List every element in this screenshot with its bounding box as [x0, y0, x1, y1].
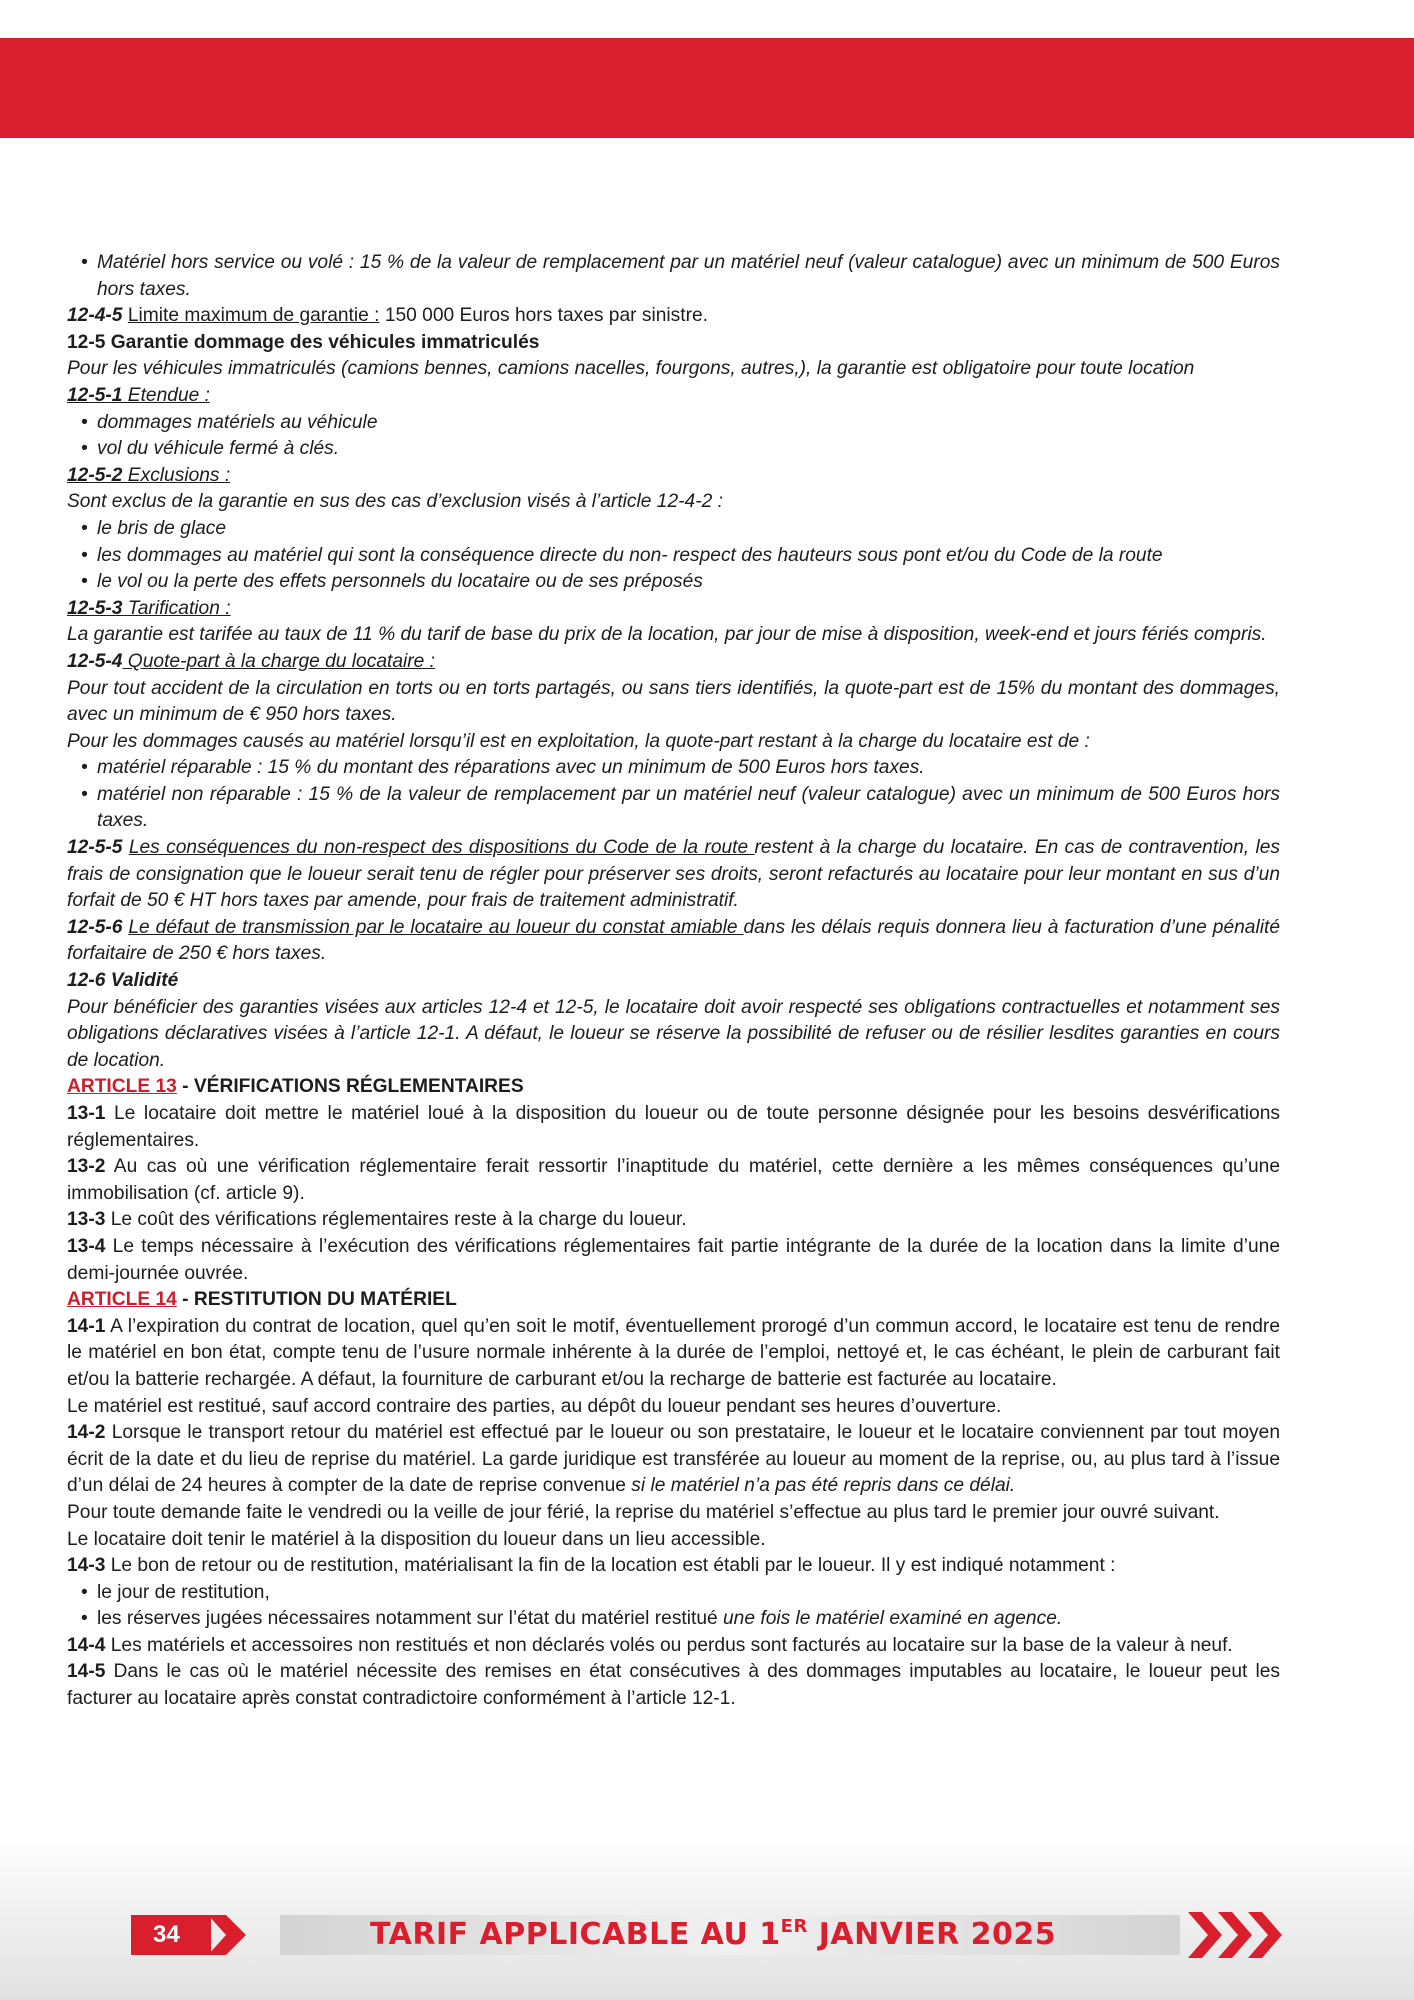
clause-13-4: 13-4 Le temps nécessaire à l’exécution des vérifications réglementaires fait partie intégrante de la durée de la location dans la limite d’une demi-journée ouvrée.	[67, 1235, 1280, 1284]
footer-title: TARIF APPLICABLE AU 1ER JANVIER 2025	[370, 1916, 1057, 1952]
paragraph-12-6: Pour bénéficier des garanties visées aux articles 12-4 et 12-5, le locataire doit avoir respecté ses obligations contractuelles et notamment ses obligations déclaratives visées à l’article 12-1. A défaut, le loueur se réserve la possibilité de refuser ou de résilier lesdites garanties en cours de location.	[67, 996, 1280, 1071]
list-item: • Matériel hors service ou volé : 15 % de la valeur de remplacement par un matériel neuf (valeur catalogue) avec un minimum de 500 Euros hors taxes.	[67, 250, 1280, 303]
paragraph-14-2-b: Pour toute demande faite le vendredi ou la veille de jour férié, la reprise du matériel s’effectue au plus tard le premier jour ouvré suivant.	[67, 1501, 1220, 1523]
paragraph-12-5-2: Sont exclus de la garantie en sus des cas d’exclusion visés à l’article 12-4-2 :	[67, 491, 723, 513]
bullet-list-12-5-1	[67, 410, 1280, 463]
chevron-arrows-icon	[1188, 1912, 1286, 1958]
clause-12-5-6: 12-5-6 Le défaut de transmission par le locataire au loueur du constat amiable dans les délais requis donnera lieu à facturation d’une pénalité forfaitaire de 250 € hors taxes.	[67, 916, 1280, 965]
list-item: • le vol ou la perte des effets personnels du locataire ou de ses préposés	[67, 569, 1280, 596]
article-14-heading: ARTICLE 14 - RESTITUTION DU MATÉRIEL	[67, 1289, 457, 1311]
bullet-list-14-3	[67, 1580, 1280, 1633]
clause-14-1: 14-1 A l’expiration du contrat de location, quel qu’en soit le motif, éventuellement prorogé d’un commun accord, le locataire est tenu de rendre le matériel en bon état, compte tenu de l’usure normale inhérente à la durée de l’emploi, nettoyé et, le cas échéant, le plein de carburant fait et/ou la batterie rechargée. A défaut, la fourniture de carburant et/ou la recharge de batterie est facturée au locataire.	[67, 1315, 1280, 1390]
clause-12-5-2: 12-5-2 Exclusions :	[67, 464, 231, 486]
clause-13-2: 13-2 Au cas où une vérification réglementaire ferait ressortir l’inaptitude du matériel, cette dernière a les mêmes conséquences qu’une immobilisation (cf. article 9).	[67, 1156, 1280, 1204]
clause-13-3: 13-3 Le coût des vérifications réglementaires reste à la charge du loueur.	[67, 1209, 687, 1231]
page-badge-chevron-icon	[208, 1915, 250, 1955]
clause-12-5-3: 12-5-3 Tarification :	[67, 597, 231, 619]
list-item: • matériel non réparable : 15 % de la valeur de remplacement par un matériel neuf (valeur catalogue) avec un minimum de 500 Euros hors taxes.	[67, 782, 1280, 835]
list-item: • le bris de glace	[67, 516, 1280, 543]
article-14-label: ARTICLE 14	[67, 1289, 177, 1311]
bullet-list-12-5-4	[67, 755, 1280, 835]
page-number: 34	[131, 1915, 211, 1955]
article-13-label: ARTICLE 13	[67, 1076, 177, 1098]
clause-14-5: 14-5 Dans le cas où le matériel nécessite des remises en état consécutives à des dommages imputables au locataire, le loueur peut les facturer au locataire après constat contradictoire conformément à l’article 12-1.	[67, 1661, 1280, 1710]
paragraph-12-5-4-a: Pour tout accident de la circulation en torts ou en torts partagés, ou sans tiers identifiés, la quote-part est de 15% du montant des dommages, avec un minimum de € 950 hors taxes.	[67, 677, 1280, 726]
paragraph-14-1-b: Le matériel est restitué, sauf accord contraire des parties, au dépôt du loueur pendant ses heures d’ouverture.	[67, 1395, 1002, 1417]
paragraph-12-5: Pour les véhicules immatriculés (camions bennes, camions nacelles, fourgons, autres,), la garantie est obligatoire pour toute location	[67, 358, 1195, 380]
clause-14-3: 14-3 Le bon de retour ou de restitution, matérialisant la fin de la location est établi par le loueur. Il y est indiqué notamment :	[67, 1555, 1116, 1577]
clause-12-5-4: 12-5-4 Quote-part à la charge du locataire :	[67, 650, 435, 672]
clause-13-1: 13-1 Le locataire doit mettre le matériel loué à la disposition du loueur ou de toute personne désignée pour les besoins desvérifications réglementaires.	[67, 1103, 1280, 1151]
list-item: • matériel réparable : 15 % du montant des réparations avec un minimum de 500 Euros hors taxes.	[67, 755, 1280, 782]
paragraph-14-2-c: Le locataire doit tenir le matériel à la disposition du loueur dans un lieu accessible.	[67, 1528, 766, 1550]
clause-14-2: 14-2 Lorsque le transport retour du matériel est effectué par le loueur ou son prestataire, le loueur et le locataire conviennent par tout moyen écrit de la date et du lieu de reprise du matériel. La garde juridique est transférée au loueur au moment de la reprise, ou, au plus tard à l’issue d’un délai de 24 heures à compter de la date de reprise convenue si le matériel n’a pas été repris dans ce délai.	[67, 1422, 1280, 1497]
paragraph-12-5-3: La garantie est tarifée au taux de 11 % du tarif de base du prix de la location, par jour de mise à disposition, week-end et jours fériés compris.	[67, 624, 1267, 646]
list-item: • les réserves jugées nécessaires notamment sur l’état du matériel restitué une fois le matériel examiné en agence.	[67, 1606, 1280, 1633]
list-item: • dommages matériels au véhicule	[67, 410, 1280, 437]
list-item: • les dommages au matériel qui sont la conséquence directe du non- respect des hauteurs sous pont et/ou du Code de la route	[67, 543, 1280, 570]
heading-12-5: 12-5 Garantie dommage des véhicules immatriculés	[67, 331, 540, 353]
bullet-list-hors-service	[67, 250, 1280, 303]
clause-12-4-5: 12-4-5 Limite maximum de garantie : 150 000 Euros hors taxes par sinistre.	[67, 305, 708, 327]
document-body	[67, 250, 1280, 1713]
clause-12-5-1: 12-5-1 Etendue :	[67, 384, 210, 406]
clause-14-4: 14-4 Les matériels et accessoires non restitués et non déclarés volés ou perdus sont facturés au locataire sur la base de la valeur à neuf.	[67, 1634, 1233, 1656]
list-item: • vol du véhicule fermé à clés.	[67, 436, 1280, 463]
heading-12-6: 12-6 Validité	[67, 970, 179, 992]
header-red-band	[0, 38, 1414, 138]
paragraph-12-5-4-b: Pour les dommages causés au matériel lorsqu’il est en exploitation, la quote-part restant à la charge du locataire est de :	[67, 730, 1090, 752]
bullet-list-12-5-2	[67, 516, 1280, 596]
article-13-heading: ARTICLE 13 - VÉRIFICATIONS RÉGLEMENTAIRES	[67, 1076, 524, 1098]
list-item: • le jour de restitution,	[67, 1580, 1280, 1607]
clause-12-5-5: 12-5-5 Les conséquences du non-respect des dispositions du Code de la route restent à la charge du locataire. En cas de contravention, les frais de consignation que le loueur serait tenu de régler pour préserver ses droits, seront refacturés au locataire pour leur montant en sus d’un forfait de 50 € HT hors taxes par amende, pour frais de traitement administratif.	[67, 837, 1280, 912]
